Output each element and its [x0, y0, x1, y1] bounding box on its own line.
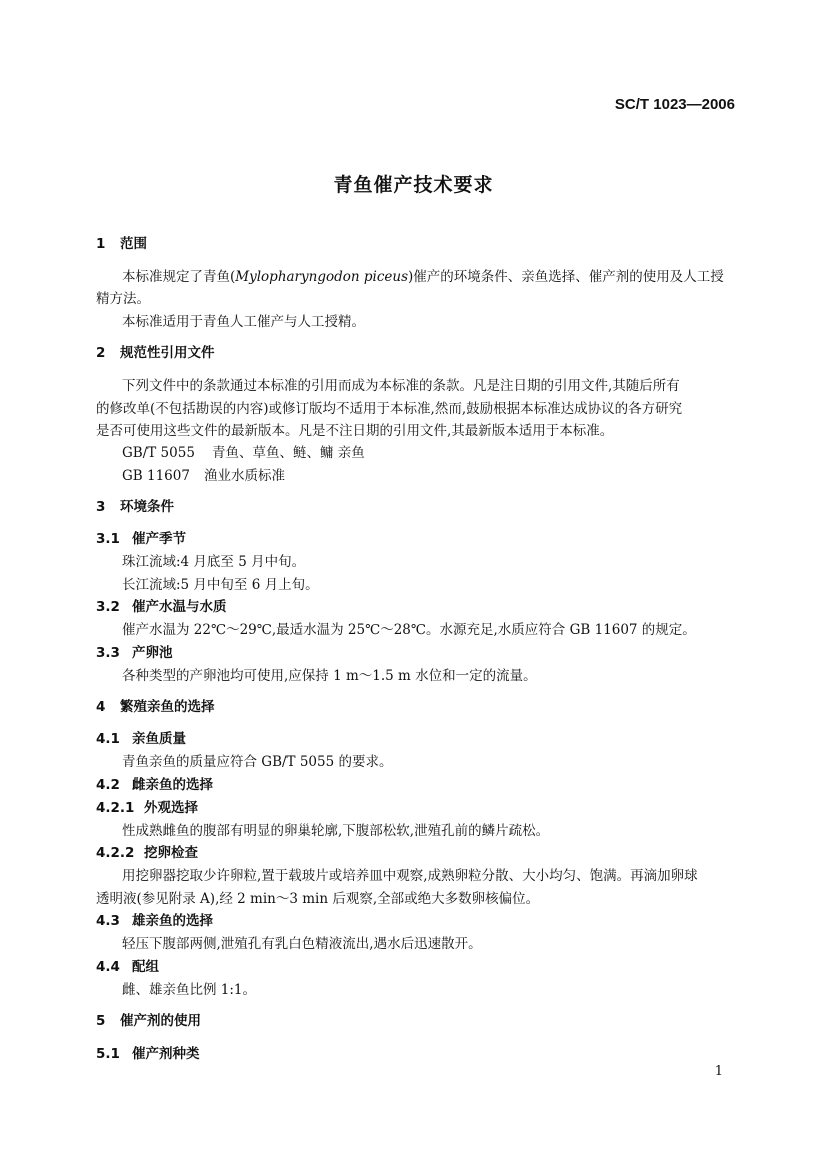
subsection-number: 3.3	[96, 645, 120, 661]
section-title: 规范性引用文件	[120, 345, 215, 361]
section-number: 5	[96, 1013, 106, 1029]
standard-number: SC/T 1023—2006	[614, 96, 735, 113]
subsection-number: 4.2	[96, 777, 120, 793]
subsection-number: 5.1	[96, 1046, 120, 1062]
subsection-3-3-line-1: 各种类型的产卵池均可使用,应保持 1 m～1.5 m 水位和一定的流量。	[122, 668, 537, 684]
section-number: 1	[96, 236, 106, 252]
section-2-heading	[96, 341, 215, 361]
subsection-4-2-2-heading	[96, 841, 198, 861]
subsection-4-2-2-line-1: 用挖卵器挖取少许卵粒,置于载玻片或培养皿中观察,成熟卵粒分散、大小均匀、饱满。再滴加卵球	[122, 868, 698, 884]
subsection-title: 雄亲鱼的选择	[132, 913, 213, 929]
subsection-4-2-1-line-1: 性成熟雌鱼的腹部有明显的卵巢轮廓,下腹部松软,泄殖孔前的鳞片疏松。	[122, 823, 550, 839]
reference-code: GB/T 5055	[122, 445, 195, 461]
subsection-number: 4.3	[96, 913, 120, 929]
subsection-4-1-heading	[96, 727, 186, 747]
subsection-title: 配组	[132, 959, 159, 975]
subsection-number: 4.2.1	[96, 800, 135, 816]
section-title: 繁殖亲鱼的选择	[120, 699, 215, 715]
subsection-3-1-heading	[96, 527, 186, 547]
section-3-heading	[96, 495, 174, 515]
subsection-number: 4.1	[96, 731, 120, 747]
subsection-4-4-line-1: 雌、雄亲鱼比例 1:1。	[122, 982, 257, 998]
reference-title: 青鱼、草鱼、鲢、鳙 亲鱼	[212, 445, 365, 461]
section-number: 3	[96, 499, 106, 515]
subsection-5-1-heading	[96, 1042, 200, 1062]
subsection-4-4-heading	[96, 955, 159, 975]
section-4-heading	[96, 695, 215, 715]
section-5-heading	[96, 1009, 201, 1029]
subsection-title: 亲鱼质量	[132, 731, 186, 747]
subsection-3-1-line-2: 长江流域:5 月中旬至 6 月上旬。	[122, 577, 319, 593]
section-1-para-1-line-1	[122, 265, 724, 285]
subsection-title: 产卵池	[132, 645, 173, 661]
section-1-para-2: 本标准适用于青鱼人工催产与人工授精。	[122, 314, 365, 330]
subsection-4-3-line-1: 轻压下腹部两侧,泄殖孔有乳白色精液流出,遇水后迅速散开。	[122, 936, 482, 952]
subsection-3-1-line-1: 珠江流域:4 月底至 5 月中旬。	[122, 554, 306, 570]
reference-code: GB 11607	[122, 468, 190, 484]
normative-reference	[122, 441, 365, 461]
subsection-4-1-line-1: 青鱼亲鱼的质量应符合 GB/T 5055 的要求。	[122, 754, 393, 770]
section-1-para-1-line-2: 精方法。	[96, 291, 150, 307]
document-title: 青鱼催产技术要求	[333, 174, 494, 196]
subsection-3-2-heading	[96, 595, 227, 615]
reference-title: 渔业水质标准	[204, 468, 285, 484]
normative-reference	[122, 464, 285, 484]
section-title: 催产剂的使用	[120, 1013, 201, 1029]
subsection-title: 挖卵检查	[144, 845, 198, 861]
section-2-line-2: 的修改单(不包括勘误的内容)或修订版均不适用于本标准,然而,鼓励根据本标准达成协议的各方研究	[96, 401, 683, 417]
subsection-title: 催产剂种类	[132, 1046, 200, 1062]
section-2-line-1: 下列文件中的条款通过本标准的引用而成为本标准的条款。凡是注日期的引用文件,其随后所有	[122, 378, 680, 394]
text: 本标准规定了青鱼(	[122, 269, 236, 285]
section-title: 环境条件	[120, 499, 174, 515]
subsection-3-3-heading	[96, 641, 173, 661]
subsection-title: 雌亲鱼的选择	[132, 777, 213, 793]
latin-name: Mylopharyngodon piceus	[235, 269, 408, 285]
page-number: 1	[714, 1064, 723, 1079]
text: )催产的环境条件、亲鱼选择、催产剂的使用及人工授	[408, 269, 724, 285]
section-1-heading	[96, 232, 147, 252]
subsection-number: 3.2	[96, 599, 120, 615]
subsection-title: 催产水温与水质	[132, 599, 227, 615]
subsection-number: 4.4	[96, 959, 120, 975]
subsection-4-2-2-line-2: 透明液(参见附录 A),经 2 min～3 min 后观察,全部或绝大多数卵核偏位。	[96, 891, 540, 907]
subsection-4-2-1-heading	[96, 796, 198, 816]
subsection-number: 3.1	[96, 531, 120, 547]
subsection-number: 4.2.2	[96, 845, 135, 861]
subsection-title: 催产季节	[132, 531, 186, 547]
section-title: 范围	[120, 236, 147, 252]
subsection-title: 外观选择	[144, 800, 198, 816]
section-number: 4	[96, 699, 106, 715]
section-number: 2	[96, 345, 106, 361]
subsection-3-2-line-1: 催产水温为 22℃～29℃,最适水温为 25℃～28℃。水源充足,水质应符合 GB 11607 的规定。	[122, 622, 696, 638]
subsection-4-3-heading	[96, 909, 213, 929]
section-2-line-3: 是否可使用这些文件的最新版本。凡是不注日期的引用文件,其最新版本适用于本标准。	[96, 423, 614, 439]
subsection-4-2-heading	[96, 773, 213, 793]
